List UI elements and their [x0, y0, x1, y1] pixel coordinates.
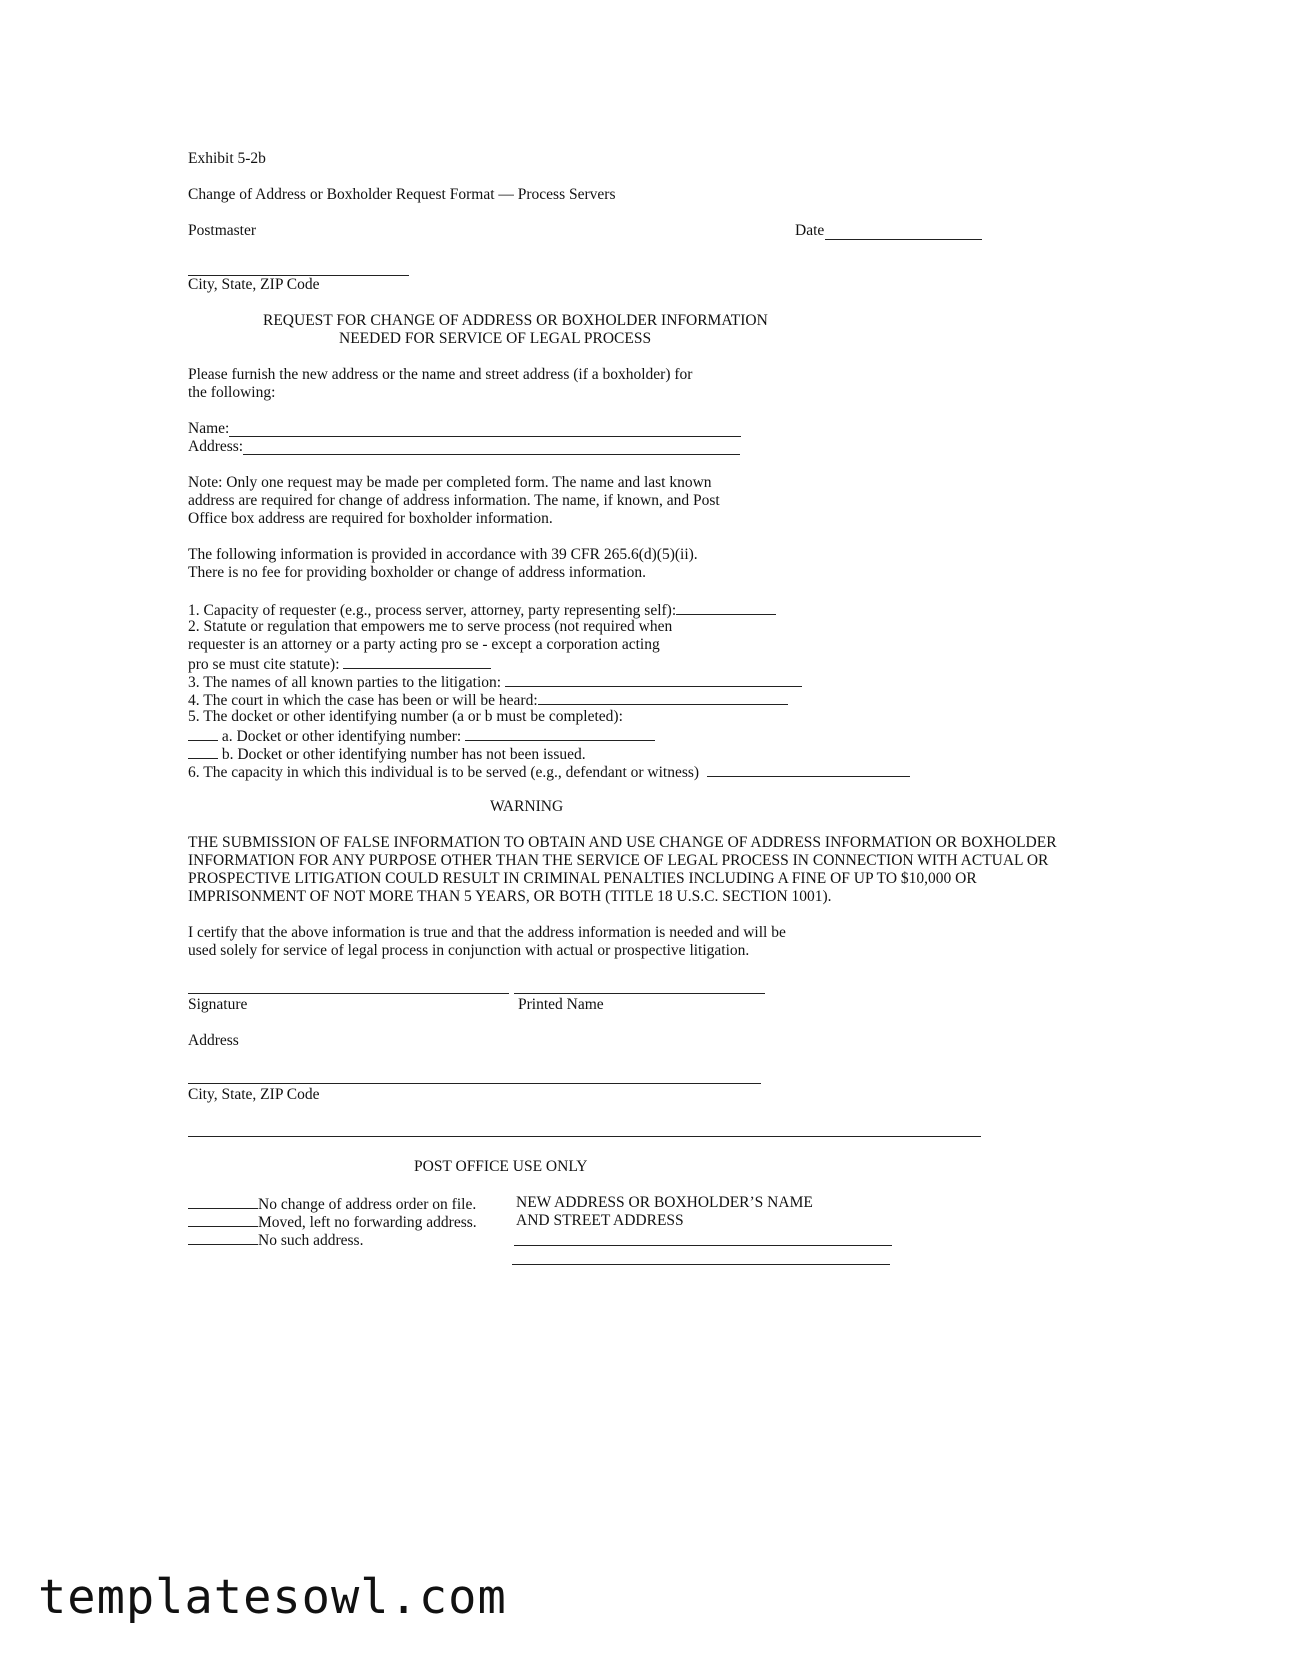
- note-line2: address are required for change of address information. The name, if known, and Post: [188, 492, 720, 509]
- item-5b: b. Docket or other identifying number has not been issued.: [188, 744, 586, 764]
- cfr-line1: The following information is provided in accordance with 39 CFR 265.6(d)(5)(ii).: [188, 546, 698, 563]
- item-2-line2: requester is an attorney or a party acting pro se - except a corporation acting: [188, 636, 660, 653]
- item-2: pro se must cite statute):: [188, 654, 491, 674]
- signature-label: Signature: [188, 996, 248, 1013]
- signature-field[interactable]: [188, 993, 509, 994]
- address-label: Address:: [188, 438, 244, 455]
- printed-name-label: Printed Name: [518, 996, 604, 1013]
- po-option-no-such-address: No such address.: [188, 1230, 363, 1250]
- certify-line1: I certify that the above information is true and that the address information is needed and will be: [188, 924, 786, 941]
- new-address-field-2[interactable]: [512, 1264, 890, 1265]
- item-3: 3. The names of all known parties to the litigation:: [188, 672, 802, 692]
- served-capacity-field[interactable]: [707, 762, 910, 777]
- intro-line1: Please furnish the new address or the name and street address (if a boxholder) for: [188, 366, 693, 383]
- statute-field[interactable]: [343, 654, 491, 669]
- po-option-no-change: No change of address order on file.: [188, 1194, 476, 1214]
- form-title-line1: REQUEST FOR CHANGE OF ADDRESS OR BOXHOLDER INFORMATION: [263, 312, 768, 329]
- item-2-line1: 2. Statute or regulation that empowers me to serve process (not required when: [188, 618, 673, 635]
- no-change-check[interactable]: [188, 1194, 258, 1209]
- warning-line3: PROSPECTIVE LITIGATION COULD RESULT IN CRIMINAL PENALTIES INCLUDING A FINE OF UP TO $10,000 OR: [188, 870, 977, 887]
- item-4: 4. The court in which the case has been or will be heard:: [188, 690, 788, 710]
- moved-check[interactable]: [188, 1212, 258, 1227]
- note-line3: Office box address are required for boxholder information.: [188, 510, 553, 527]
- warning-line4: IMPRISONMENT OF NOT MORE THAN 5 YEARS, OR BOTH (TITLE 18 U.S.C. SECTION 1001).: [188, 888, 832, 905]
- form-subtitle: Change of Address or Boxholder Request Format — Process Servers: [188, 186, 616, 203]
- warning-line2: INFORMATION FOR ANY PURPOSE OTHER THAN THE SERVICE OF LEGAL PROCESS IN CONNECTION WITH ACTUAL OR: [188, 852, 1049, 869]
- option-5a-check[interactable]: [188, 726, 218, 741]
- date-label: Date: [795, 222, 825, 239]
- capacity-field[interactable]: [676, 600, 776, 615]
- address-field[interactable]: [243, 454, 740, 455]
- post-office-heading: POST OFFICE USE ONLY: [414, 1158, 588, 1175]
- site-watermark: templatesowl.com: [38, 1570, 507, 1625]
- date-field[interactable]: [825, 239, 982, 240]
- certify-line2: used solely for service of legal process in conjunction with actual or prospective litigation.: [188, 942, 750, 959]
- requester-address-label: Address: [188, 1032, 239, 1049]
- no-such-address-check[interactable]: [188, 1230, 258, 1245]
- item-1: 1. Capacity of requester (e.g., process server, attorney, party representing self):: [188, 600, 776, 620]
- note-line1: Note: Only one request may be made per completed form. The name and last known: [188, 474, 712, 491]
- item-5a: a. Docket or other identifying number:: [188, 726, 655, 746]
- parties-field[interactable]: [505, 672, 802, 687]
- intro-line2: the following:: [188, 384, 276, 401]
- new-address-field-1[interactable]: [514, 1245, 892, 1246]
- section-divider: [188, 1136, 981, 1137]
- requester-city-field[interactable]: [188, 1083, 761, 1084]
- option-5b-check[interactable]: [188, 744, 218, 759]
- docket-number-field[interactable]: [465, 726, 655, 741]
- postmaster-city-label: City, State, ZIP Code: [188, 276, 320, 293]
- postmaster-label: Postmaster: [188, 222, 257, 239]
- printed-name-field[interactable]: [514, 993, 765, 994]
- new-address-heading-line1: NEW ADDRESS OR BOXHOLDER’S NAME: [516, 1194, 813, 1211]
- name-label: Name:: [188, 420, 230, 437]
- cfr-line2: There is no fee for providing boxholder or change of address information.: [188, 564, 646, 581]
- warning-line1: THE SUBMISSION OF FALSE INFORMATION TO OBTAIN AND USE CHANGE OF ADDRESS INFORMATION OR BOXHOLDER: [188, 834, 1057, 851]
- item-6: 6. The capacity in which this individual is to be served (e.g., defendant or witness): [188, 762, 910, 782]
- exhibit-label: Exhibit 5-2b: [188, 150, 266, 167]
- form-title-line2: NEEDED FOR SERVICE OF LEGAL PROCESS: [339, 330, 652, 347]
- court-field[interactable]: [538, 690, 788, 705]
- new-address-heading-line2: AND STREET ADDRESS: [516, 1212, 684, 1229]
- item-5: 5. The docket or other identifying number (a or b must be completed):: [188, 708, 623, 725]
- requester-city-label: City, State, ZIP Code: [188, 1086, 320, 1103]
- warning-heading: WARNING: [490, 798, 564, 815]
- name-field[interactable]: [229, 436, 741, 437]
- po-option-moved: Moved, left no forwarding address.: [188, 1212, 477, 1232]
